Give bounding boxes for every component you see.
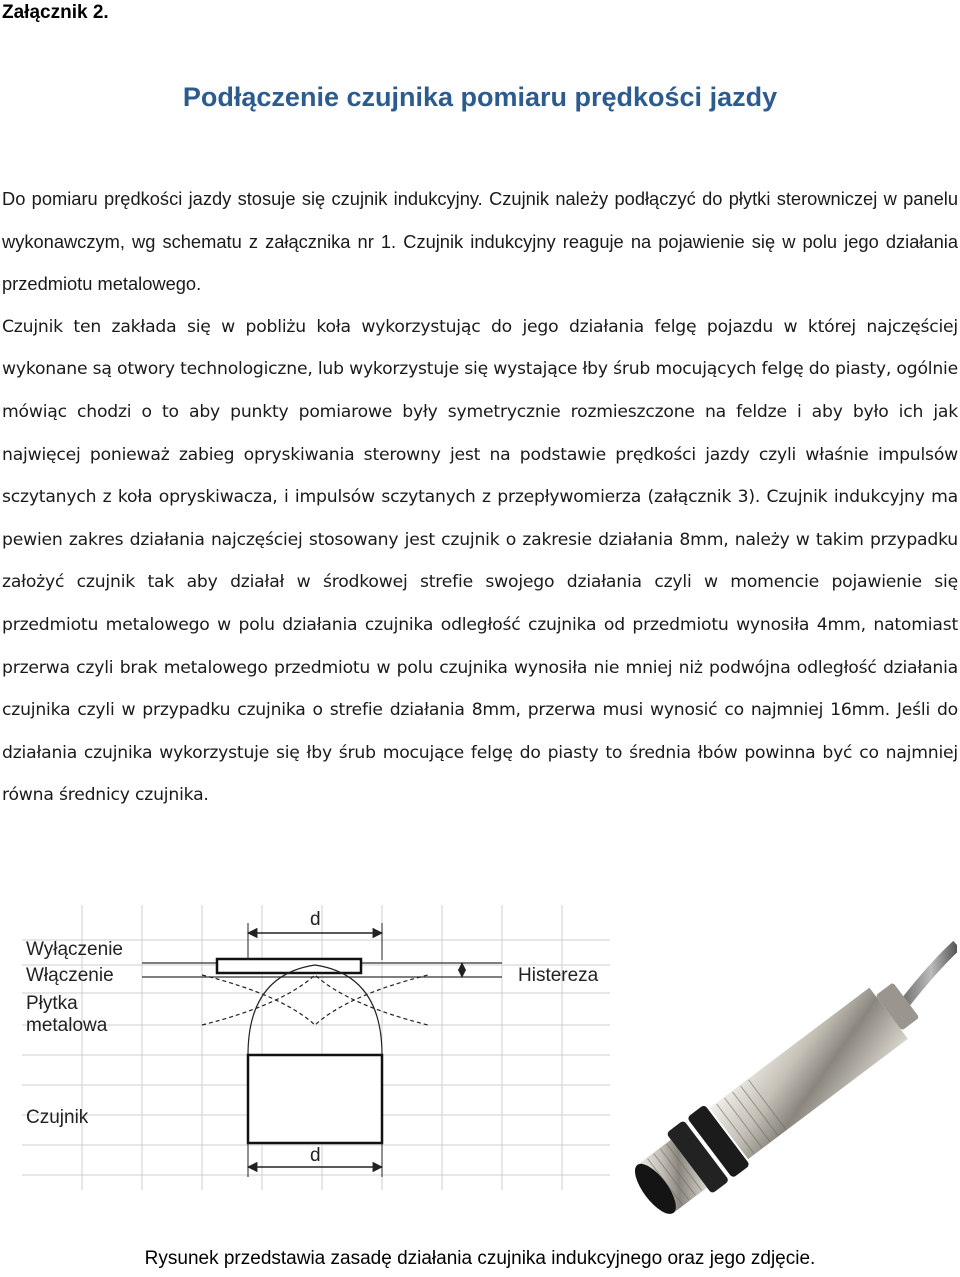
sensor-photo xyxy=(605,905,957,1225)
sensor-principle-diagram xyxy=(22,905,610,1190)
inductive-proximity-sensor-icon xyxy=(623,970,929,1225)
annex-label: Załącznik 2. xyxy=(2,2,109,23)
label-off: Wyłączenie xyxy=(26,939,123,960)
sensor-body xyxy=(248,1055,382,1143)
page-title: Podłączenie czujnika pomiaru prędkości jazdy xyxy=(182,82,778,112)
figure-caption: Rysunek przedstawia zasadę działania czujnika indukcyjnego oraz jego zdjęcie. xyxy=(144,1248,816,1269)
label-plate-2: metalowa xyxy=(26,1015,108,1036)
metal-plate xyxy=(217,959,361,973)
detection-field xyxy=(202,965,428,1055)
paragraph-1: Do pomiaru prędkości jazdy stosuje się czujnik indukcyjny. Czujnik należy podłączyć do płytki sterowniczej w panelu wykonawczym, wg schematu z załącznika nr 1. Czujnik indukcyjny reaguje na pojawienie się w polu jego działania przedmiotu metalowego. xyxy=(2,188,958,295)
cable xyxy=(905,945,957,1003)
dim-top-label: d xyxy=(310,909,321,930)
body-text xyxy=(2,178,958,817)
label-hysteresis: Histereza xyxy=(518,965,599,986)
label-on: Włączenie xyxy=(26,965,114,986)
paragraph-2: Czujnik ten zakłada się w pobliżu koła wykorzystując do jego działania felgę pojazdu w której najczęściej wykonane są otwory technologiczne, lub wykorzystuje się wystające łby śrub mocujących felgę do piasty, ogólnie mówiąc chodzi o to aby punkty pomiarowe były symetrycznie rozmieszczone na feldze i aby było ich jak najwięcej ponieważ zabieg opryskiwania sterowny jest na podstawie prędkości jazdy czyli właśnie impulsów sczytanych z koła opryskiwacza, i impulsów sczytanych z przepływomierza (załącznik 3). Czujnik indukcyjny ma pewien zakres działania najczęściej stosowany jest czujnik o zakresie działania 8mm, należy w takim przypadku założyć czujnik tak aby działał w środkowej strefie swojego działania czyli w momencie pojawienie się przedmiotu metalowego w polu działania czujnika odległość czujnika od przedmiotu wynosiła 4mm, natomiast przerwa czyli brak metalowego przedmiotu w polu czujnika wynosiła nie mniej niż podwójna odległość działania czujnika czyli w przypadku czujnika o strefie działania 8mm, przerwa musi wynosić co najmniej 16mm. Jeśli do działania czujnika wykorzystuje się łby śrub mocujące felgę do piasty to średnia łbów powinna być co najmniej równa średnicy czujnika. xyxy=(2,316,958,806)
label-sensor: Czujnik xyxy=(26,1107,89,1128)
label-plate-1: Płytka xyxy=(26,993,78,1014)
dim-bottom-label: d xyxy=(310,1145,321,1166)
